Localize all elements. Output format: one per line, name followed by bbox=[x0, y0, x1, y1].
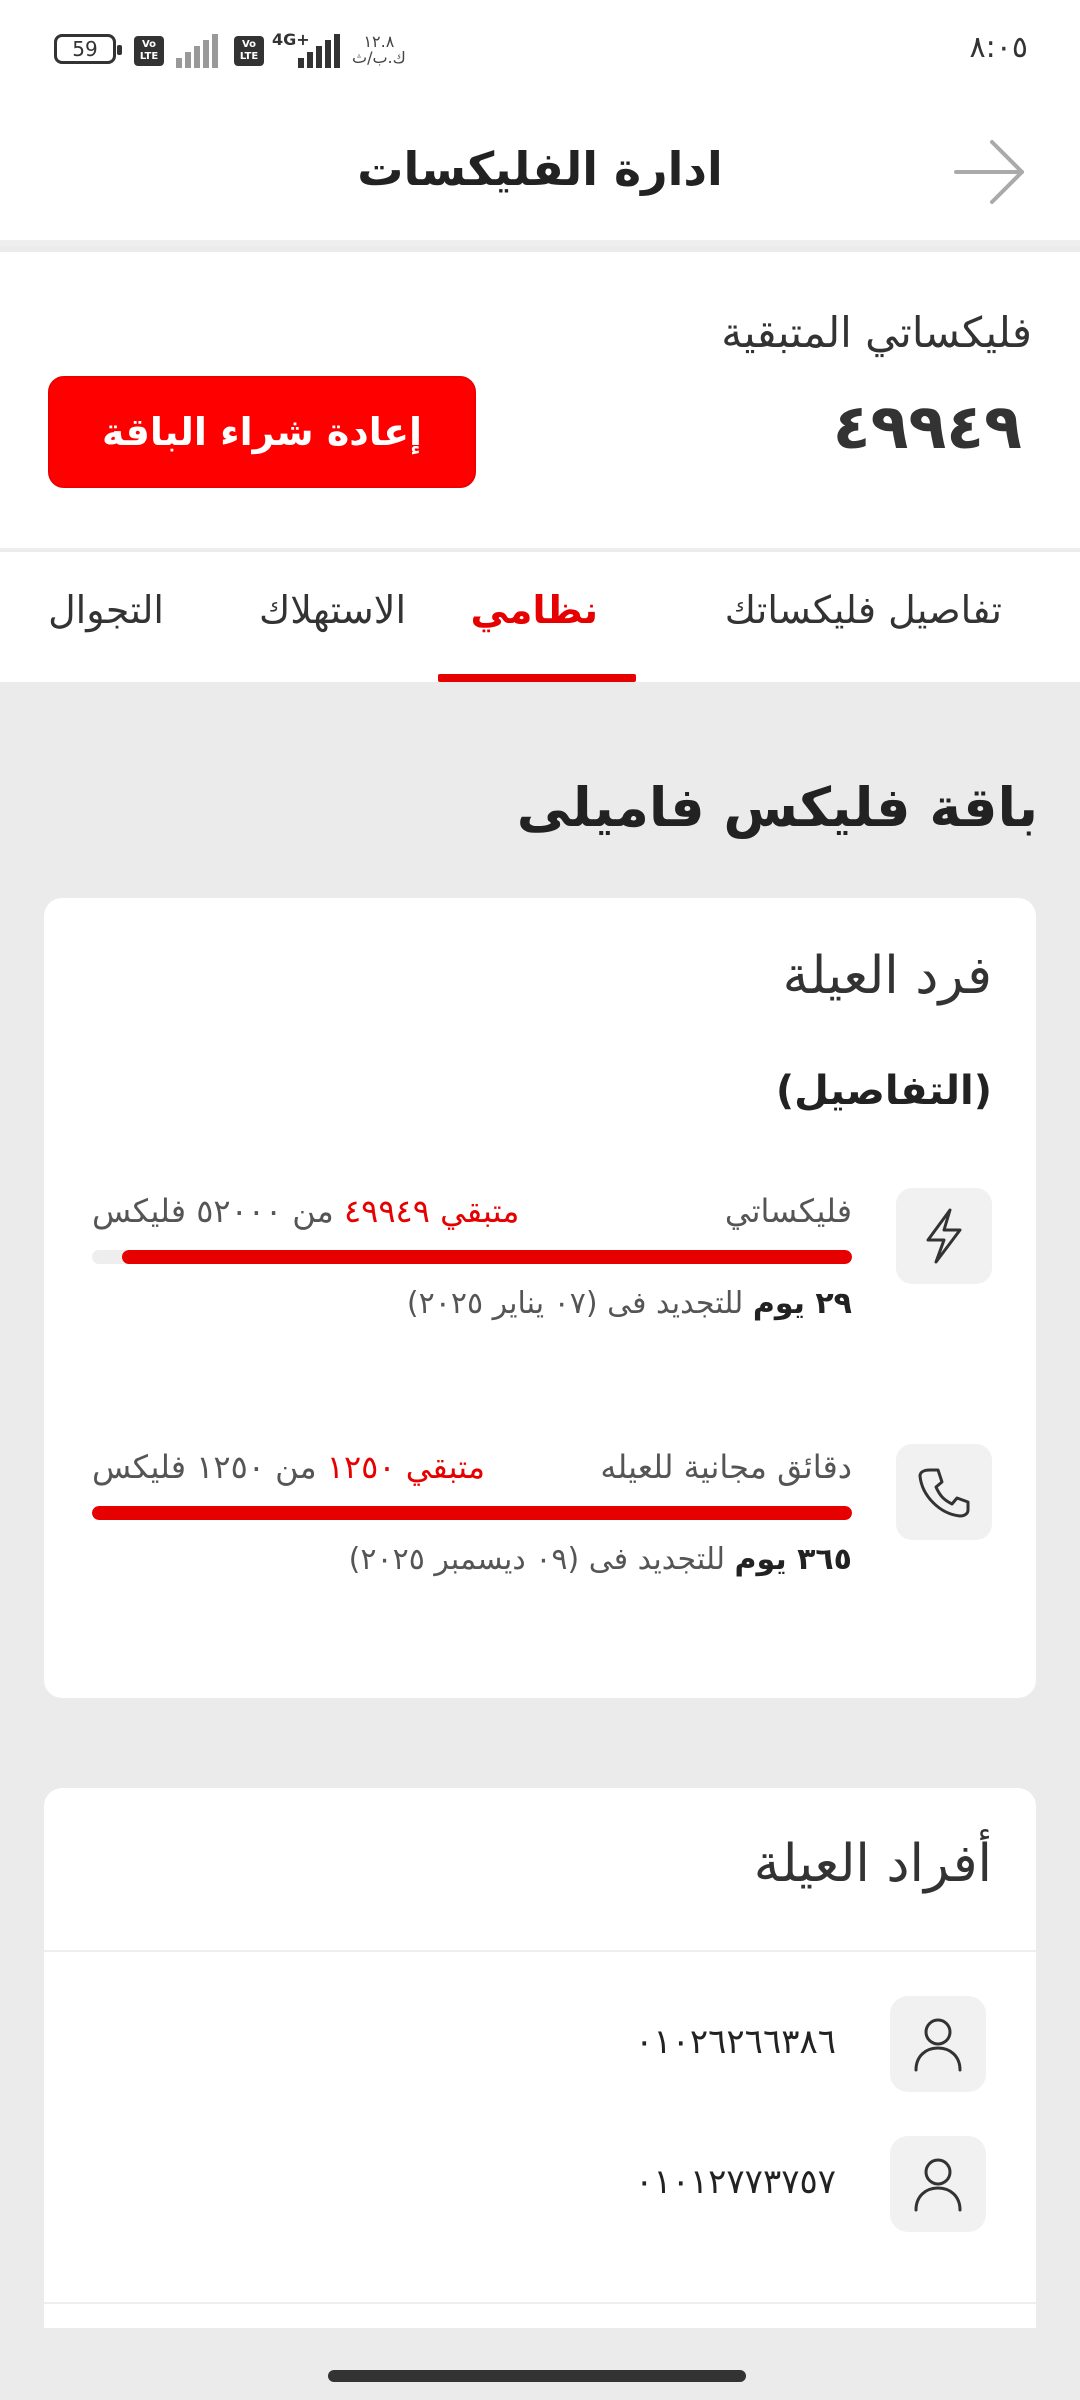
usage-remaining: متبقي ٤٩٩٤٩ من ٥٢٠٠٠ فليكس bbox=[92, 1192, 520, 1230]
usage-progress-fill bbox=[92, 1506, 852, 1520]
flexes-summary bbox=[0, 252, 1080, 550]
list-item[interactable] bbox=[286, 1996, 986, 2092]
divider bbox=[44, 2302, 1036, 2304]
card-title: فرد العيلة bbox=[782, 946, 992, 1006]
remaining-flexes-value: ٤٩٩٤٩ bbox=[832, 390, 1022, 463]
user-icon bbox=[890, 1996, 986, 2092]
volte-icon: Vo LTE bbox=[234, 36, 264, 66]
gesture-navigation-bar[interactable] bbox=[328, 2370, 746, 2382]
remaining-flexes-label: فليكساتي المتبقية bbox=[721, 308, 1032, 357]
plan-title: باقة فليكس فاميلى bbox=[516, 776, 1038, 839]
usage-progress-fill bbox=[122, 1250, 852, 1264]
active-tab-indicator bbox=[438, 674, 636, 682]
lightning-icon bbox=[896, 1188, 992, 1284]
signal-icon bbox=[298, 34, 340, 68]
clock: ٨:٠٥ bbox=[969, 30, 1028, 65]
usage-item-minutes bbox=[44, 1444, 1036, 1604]
member-number: ٠١٠١٢٧٧٣٧٥٧ bbox=[635, 2162, 836, 2202]
usage-name: فليكساتي bbox=[724, 1192, 852, 1230]
member-number: ٠١٠٢٦٢٦٦٣٨٦ bbox=[635, 2022, 836, 2062]
family-member-card bbox=[44, 898, 1036, 1698]
volte-icon: Vo LTE bbox=[134, 36, 164, 66]
page-title: ادارة الفليكسات bbox=[357, 142, 723, 196]
tab-bar bbox=[0, 552, 1080, 682]
rebuy-package-button[interactable]: إعادة شراء الباقة bbox=[48, 376, 476, 488]
battery-indicator: 59 bbox=[54, 34, 116, 64]
network-speed: ١٢.٨ ك.ب/ث bbox=[352, 32, 406, 67]
signal-icon bbox=[176, 34, 218, 68]
family-members-card bbox=[44, 1788, 1036, 2328]
phone-icon bbox=[896, 1444, 992, 1540]
network-type: 4G+ bbox=[272, 30, 310, 49]
usage-item-flexes bbox=[44, 1188, 1036, 1348]
usage-remaining: متبقي ١٢٥٠ من ١٢٥٠ فليكس bbox=[92, 1448, 486, 1486]
user-icon bbox=[890, 2136, 986, 2232]
divider bbox=[44, 1950, 1036, 1952]
usage-renewal: ٣٦٥ يوم للتجديد فى (٠٩ ديسمبر ٢٠٢٥) bbox=[348, 1542, 852, 1577]
status-bar bbox=[0, 0, 1080, 100]
tab-flex-details[interactable]: تفاصيل فليكساتك bbox=[724, 588, 1002, 632]
usage-renewal: ٢٩ يوم للتجديد فى (٠٧ يناير ٢٠٢٥) bbox=[406, 1286, 852, 1321]
usage-progress-bar bbox=[92, 1506, 852, 1520]
tab-my-plan[interactable]: نظامي bbox=[470, 588, 598, 632]
tab-roaming[interactable]: التجوال bbox=[48, 588, 164, 632]
list-item[interactable] bbox=[286, 2136, 986, 2232]
usage-name: دقائق مجانية للعيله bbox=[600, 1448, 852, 1486]
card-title: أفراد العيلة bbox=[753, 1834, 992, 1894]
usage-progress-bar bbox=[92, 1250, 852, 1264]
tab-consumption[interactable]: الاستهلاك bbox=[258, 588, 406, 632]
arrow-right-icon[interactable] bbox=[950, 132, 1030, 212]
app-header bbox=[0, 100, 1080, 246]
details-heading: (التفاصيل) bbox=[775, 1068, 992, 1114]
